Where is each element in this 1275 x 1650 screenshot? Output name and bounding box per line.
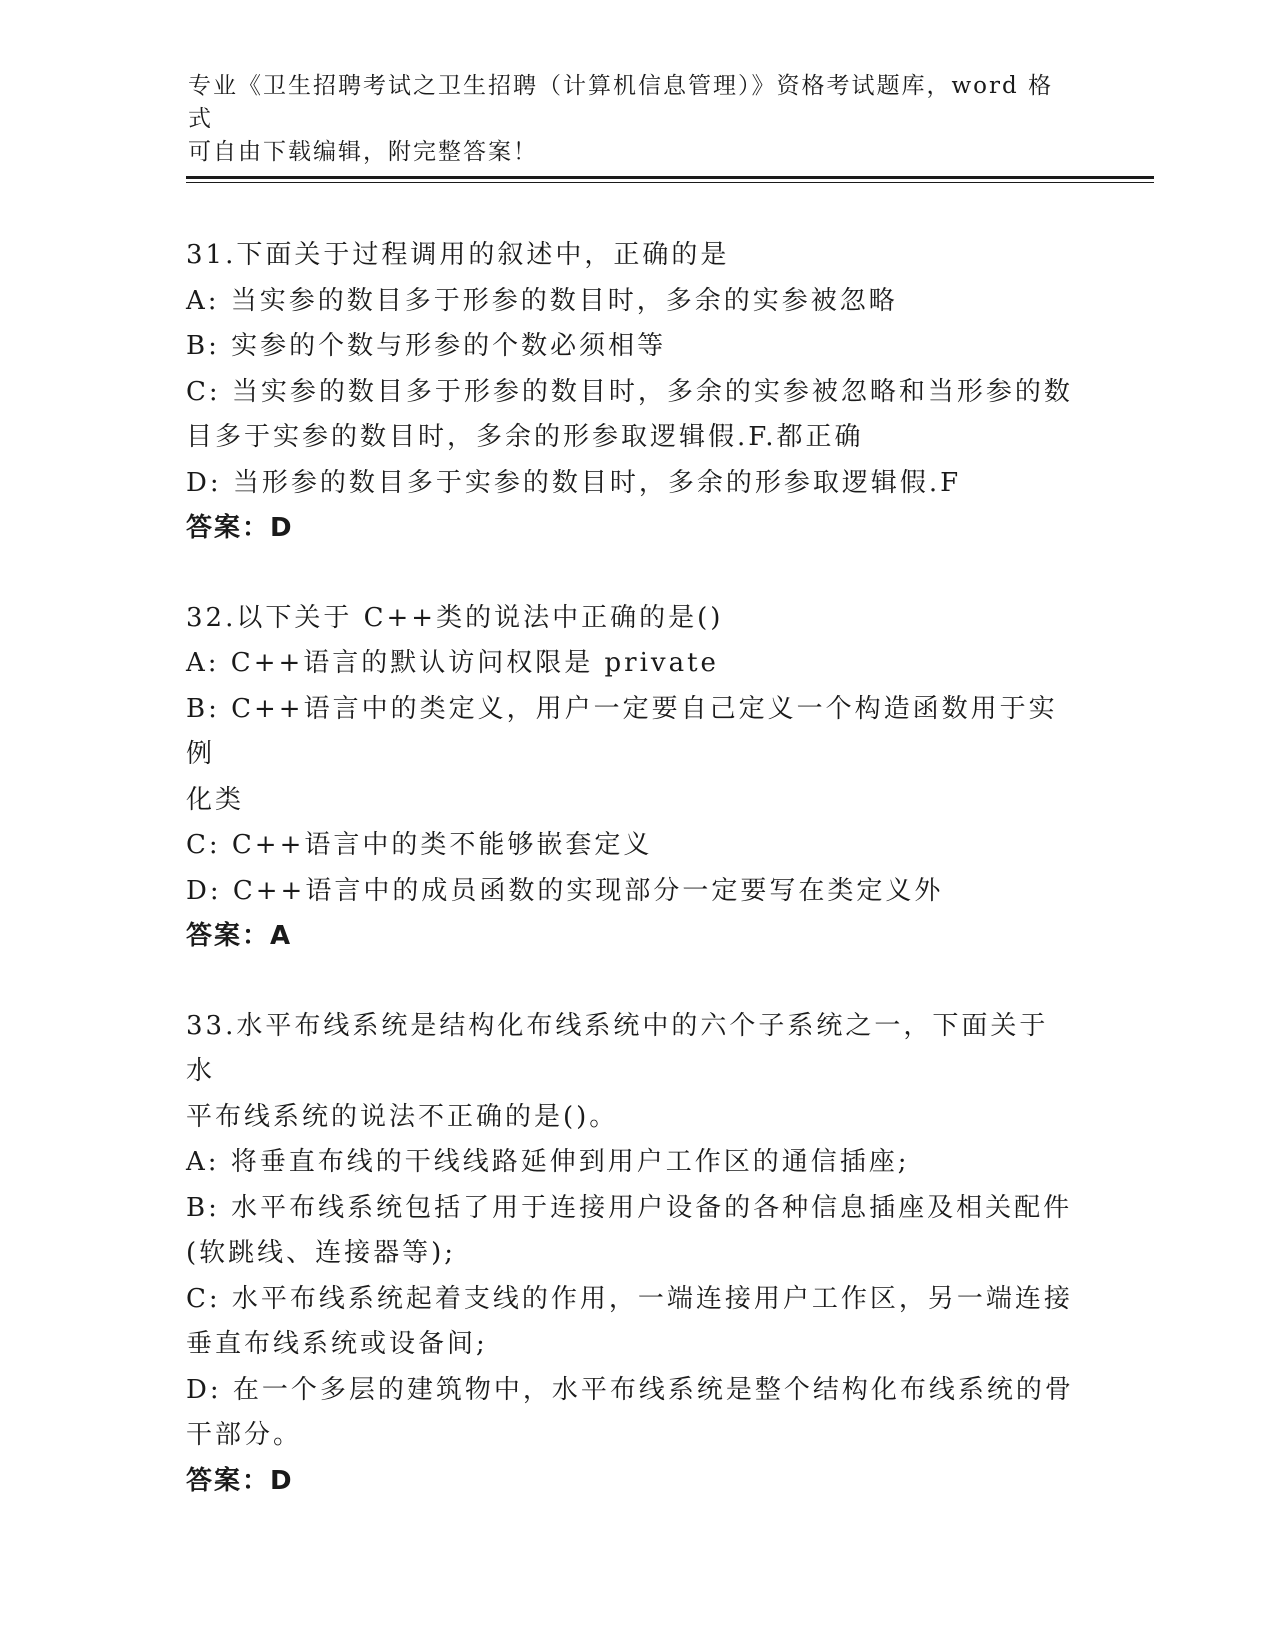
question-32	[186, 596, 1076, 960]
header-divider-thin	[186, 182, 1154, 183]
option-d: D: 当形参的数目多于实参的数目时，多余的形参取逻辑假.F	[186, 467, 962, 498]
answer-label: 答案：D	[186, 513, 294, 543]
option-b-continued: (软跳线、连接器等);	[186, 1238, 457, 1268]
option-b: B: C++语言中的类定义，用户一定要自己定义一个构造函数用于实例	[186, 693, 1058, 769]
question-stem: 32.以下关于 C++类的说法中正确的是()	[186, 602, 724, 633]
option-a: A: C++语言的默认访问权限是 private	[186, 648, 719, 678]
question-stem-continued: 平布线系统的说法不正确的是()。	[186, 1101, 619, 1132]
option-c-continued: 目多于实参的数目时，多余的形参取逻辑假.F.都正确	[186, 422, 864, 452]
option-c: C: 水平布线系统起着支线的作用，一端连接用户工作区，另一端连接	[186, 1283, 1073, 1314]
option-c: C: C++语言中的类不能够嵌套定义	[186, 830, 653, 860]
header-line-2: 可自由下载编辑，附完整答案！	[188, 139, 538, 165]
answer-label: 答案：D	[186, 1465, 294, 1496]
option-d: D: 在一个多层的建筑物中，水平布线系统是整个结构化布线系统的骨	[186, 1374, 1074, 1405]
option-c-continued: 垂直布线系统或设备间;	[186, 1329, 488, 1359]
answer-label: 答案：A	[186, 921, 293, 951]
option-d: D: C++语言中的成员函数的实现部分一定要写在类定义外	[186, 875, 944, 906]
question-stem: 33.水平布线系统是结构化布线系统中的六个子系统之一，下面关于水	[186, 1010, 1049, 1086]
option-d-continued: 干部分。	[186, 1420, 303, 1450]
option-b: B: 水平布线系统包括了用于连接用户设备的各种信息插座及相关配件	[186, 1192, 1073, 1223]
option-b-continued: 化类	[186, 784, 245, 815]
question-33	[186, 1004, 1076, 1505]
document-header	[188, 70, 1068, 169]
question-stem: 31.下面关于过程调用的叙述中，正确的是	[186, 240, 730, 270]
option-a: A: 当实参的数目多于形参的数目时，多余的实参被忽略	[186, 285, 898, 316]
option-b: B: 实参的个数与形参的个数必须相等	[186, 331, 667, 361]
question-list	[186, 233, 1076, 1548]
option-c: C: 当实参的数目多于形参的数目时，多余的实参被忽略和当形参的数	[186, 376, 1073, 407]
header-divider-thick	[186, 176, 1154, 179]
option-a: A: 将垂直布线的干线线路延伸到用户工作区的通信插座;	[186, 1147, 910, 1177]
header-line-1: 专业《卫生招聘考试之卫生招聘（计算机信息管理）》资格考试题库，word 格式	[188, 73, 1054, 132]
question-31	[186, 233, 1076, 552]
